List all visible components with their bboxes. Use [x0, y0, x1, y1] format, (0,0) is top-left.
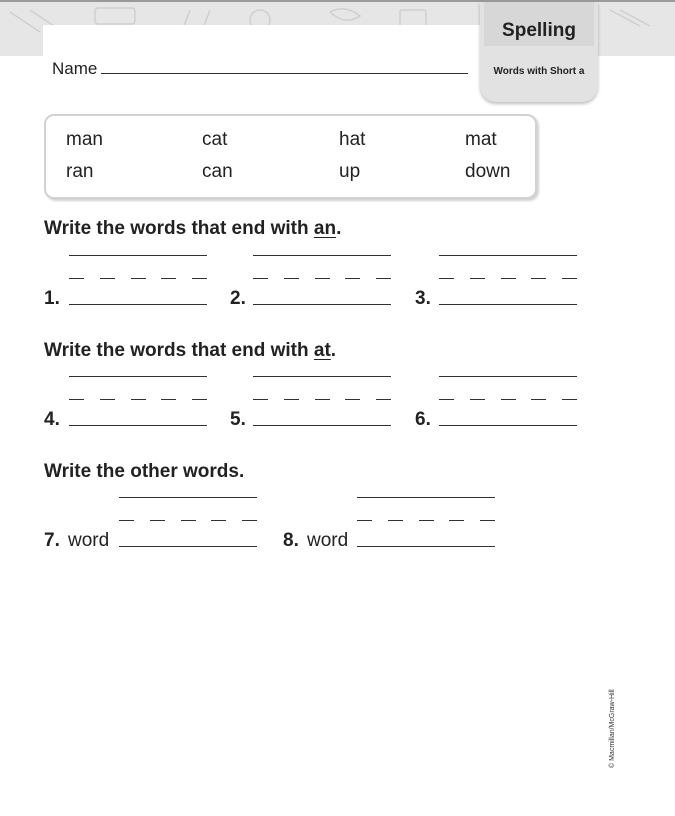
writing-guide-mid — [439, 278, 577, 279]
writing-guide-top — [439, 255, 577, 256]
item-number: 1. — [44, 288, 60, 309]
writing-guide-top — [439, 376, 577, 377]
writing-guide-top — [357, 497, 495, 498]
bank-word: can — [202, 161, 233, 182]
writing-guide-top — [253, 255, 391, 256]
writing-guide-mid — [253, 399, 391, 400]
copyright-notice: © Macmillan/McGraw-Hill — [609, 689, 616, 768]
section2-heading-ending: at — [313, 340, 331, 361]
answer-line-1[interactable] — [69, 304, 207, 305]
answer-line-3[interactable] — [439, 304, 577, 305]
writing-guide-mid — [69, 278, 207, 279]
item-number: 3. — [415, 288, 431, 309]
answer-line-6[interactable] — [439, 425, 577, 426]
section2-heading-period: . — [330, 340, 337, 361]
answer-line-2[interactable] — [253, 304, 391, 305]
section1-heading-period: . — [336, 218, 342, 239]
item-number: 4. — [44, 409, 60, 430]
section2-heading — [44, 340, 336, 362]
word-bank — [44, 114, 537, 199]
section2-heading-text: Write the words that end with — [44, 340, 314, 361]
item-number: 7. — [44, 530, 60, 551]
answer-line-7[interactable] — [119, 546, 257, 547]
writing-guide-mid — [253, 278, 391, 279]
tab-title: Spelling — [502, 20, 576, 41]
section1-heading — [44, 218, 341, 240]
section1-heading-text: Write the words that end with — [44, 218, 314, 239]
writing-guide-top — [69, 255, 207, 256]
section3-heading: Write the other words. — [44, 461, 245, 482]
writing-guide-mid — [119, 520, 257, 521]
name-label: Name — [52, 59, 98, 78]
bank-word: man — [66, 129, 103, 150]
item-number: 8. — [283, 530, 299, 551]
answer-line-4[interactable] — [69, 425, 207, 426]
bank-word: hat — [339, 129, 366, 150]
bank-word: mat — [465, 129, 497, 150]
writing-guide-mid — [357, 520, 495, 521]
answer-line-8[interactable] — [357, 546, 495, 547]
bank-word: ran — [66, 161, 94, 182]
writing-guide-mid — [439, 399, 577, 400]
item-prefix: word — [68, 530, 110, 551]
writing-guide-mid — [69, 399, 207, 400]
item-number: 2. — [230, 288, 246, 309]
bank-word: cat — [202, 129, 228, 150]
name-box — [43, 25, 480, 80]
name-input-line[interactable] — [101, 73, 468, 74]
item-prefix: word — [307, 530, 349, 551]
bank-word: up — [339, 161, 361, 182]
writing-guide-top — [119, 497, 257, 498]
answer-line-5[interactable] — [253, 425, 391, 426]
writing-guide-top — [69, 376, 207, 377]
writing-guide-top — [253, 376, 391, 377]
item-number: 5. — [230, 409, 246, 430]
bank-word: down — [465, 161, 511, 182]
item-number: 6. — [415, 409, 431, 430]
tab-subtitle: Words with Short a — [493, 66, 585, 77]
section1-heading-ending: an — [313, 218, 337, 239]
